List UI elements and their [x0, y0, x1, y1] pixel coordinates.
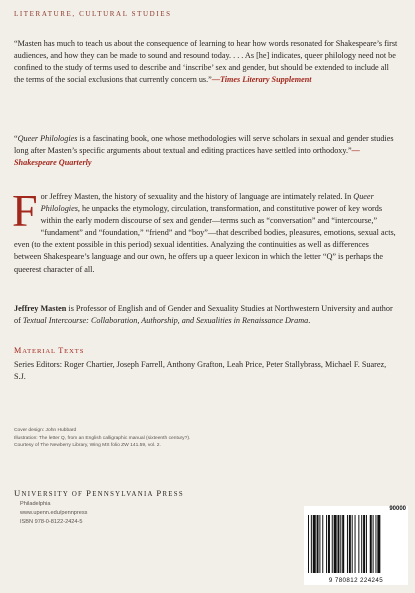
author-bio — [14, 303, 398, 327]
barcode-bar — [347, 515, 348, 573]
barcode-bar — [352, 515, 353, 573]
barcode-bar — [311, 515, 312, 573]
barcode-bars — [308, 515, 404, 573]
cover-credits — [14, 427, 314, 450]
quote-open-mark: “ — [14, 134, 18, 143]
author-name: Jeffrey Masten — [14, 304, 67, 313]
isbn-text: ISBN 978-0-8122-2424-5 — [20, 519, 83, 525]
barcode-bar — [340, 515, 341, 573]
publisher-url: www.upenn.edu/pennpress — [20, 510, 88, 516]
category-label: LITERATURE, CULTURAL STUDIES — [14, 10, 172, 18]
author-book-title: Textual Intercourse: Collaboration, Authorship, and Sexualities in Renaissance Drama — [22, 316, 309, 326]
barcode — [304, 506, 408, 585]
barcode-bar — [334, 515, 337, 573]
description-text-2: he unpacks the etymology, circulation, transformation, and constitutive power of key words within the early modern discourse of sex and gender—terms such as “conversation” and “intercourse,” “fundament” and “foundation,” “friend” and “boy”—that described bodies, pleasures, emotions, sexual acts, even (to the extent possible in this period) sexual identities. Analyzing the continuities as well as differences between Shakespeare’s language and our own, he offers up a queer lexicon in which the letter “Q” is perhaps the queerest character of all. — [14, 204, 396, 274]
barcode-bar — [317, 515, 319, 573]
barcode-bar — [326, 515, 327, 573]
barcode-bar — [332, 515, 333, 573]
barcode-bar — [370, 515, 372, 573]
barcode-bar — [342, 515, 344, 573]
barcode-bar — [349, 515, 351, 573]
publisher-city: Philadelphia — [20, 501, 51, 507]
book-description — [12, 185, 398, 276]
barcode-bar — [319, 515, 320, 573]
barcode-bar — [361, 515, 362, 573]
quote-book-title: Queer Philologies — [17, 134, 78, 143]
series-title: MATERIAL TEXTS — [14, 346, 85, 355]
barcode-bar — [355, 515, 356, 573]
barcode-bar — [373, 515, 374, 573]
drop-cap: F — [12, 185, 38, 236]
barcode-bar — [375, 515, 376, 573]
quote-source: —Times Literary Supplement — [211, 75, 312, 85]
publisher-name: UNIVERSITY OF PENNSYLVANIA PRESS — [14, 488, 184, 498]
barcode-bar — [358, 515, 359, 573]
cover-design-credit: Cover design: John Hubbard — [14, 428, 77, 433]
barcode-bar — [366, 515, 367, 573]
series-editors: Series Editors: Roger Chartier, Joseph Farrell, Anthony Grafton, Leah Price, Peter Stallybrass, Michael F. Suarez, S.J. — [14, 360, 387, 382]
bio-text: is Professor of English and of Gender and Sexuality Studies at Northwestern University and author of — [14, 304, 393, 326]
barcode-digits: 9 780812 224245 — [328, 577, 384, 584]
review-quote-1 — [14, 38, 398, 86]
courtesy-credit: Courtesy of The Newberry Library, Wing MS folio ZW 141.59, vol. 2. — [14, 443, 161, 448]
barcode-bar — [322, 515, 323, 573]
price-code: 90000 — [389, 506, 406, 512]
quote-text: is a fascinating book, one whose methodologies will serve scholars in sexual and gender studies long after Masten’s specific arguments about textual and editing practices have settled into orthodoxy.” — [14, 134, 394, 156]
barcode-bar — [313, 515, 316, 573]
bio-end: . — [308, 316, 311, 326]
quote-text: “Masten has much to teach us about the consequence of learning to hear how words resonated for Shakespeare’s first audiences, and how they can be made to sound and resound today. . . . As [he] indicates, queer philology need not be confined to the study of terms used to describe and ‘inscribe’ sex and gender, but should be extended to include all the terms of the social exclusions that currently concern us.” — [14, 39, 398, 85]
barcode-bar — [363, 515, 365, 573]
barcode-bar — [308, 515, 309, 573]
description-book-title: Queer Philologies, — [40, 192, 374, 214]
barcode-bar — [337, 515, 339, 573]
illustration-credit: Illustration: The letter Q, from an English calligraphic manual (sixteenth century?). — [14, 435, 191, 441]
publisher-info — [20, 500, 87, 527]
quote-source: —Shakespeare Quarterly — [14, 146, 360, 168]
barcode-bar — [328, 515, 330, 573]
barcode-bar — [377, 515, 380, 573]
description-text-1: or Jeffrey Masten, the history of sexuality and the history of language are intimately related. In — [40, 192, 354, 201]
review-quote-2 — [14, 133, 398, 169]
